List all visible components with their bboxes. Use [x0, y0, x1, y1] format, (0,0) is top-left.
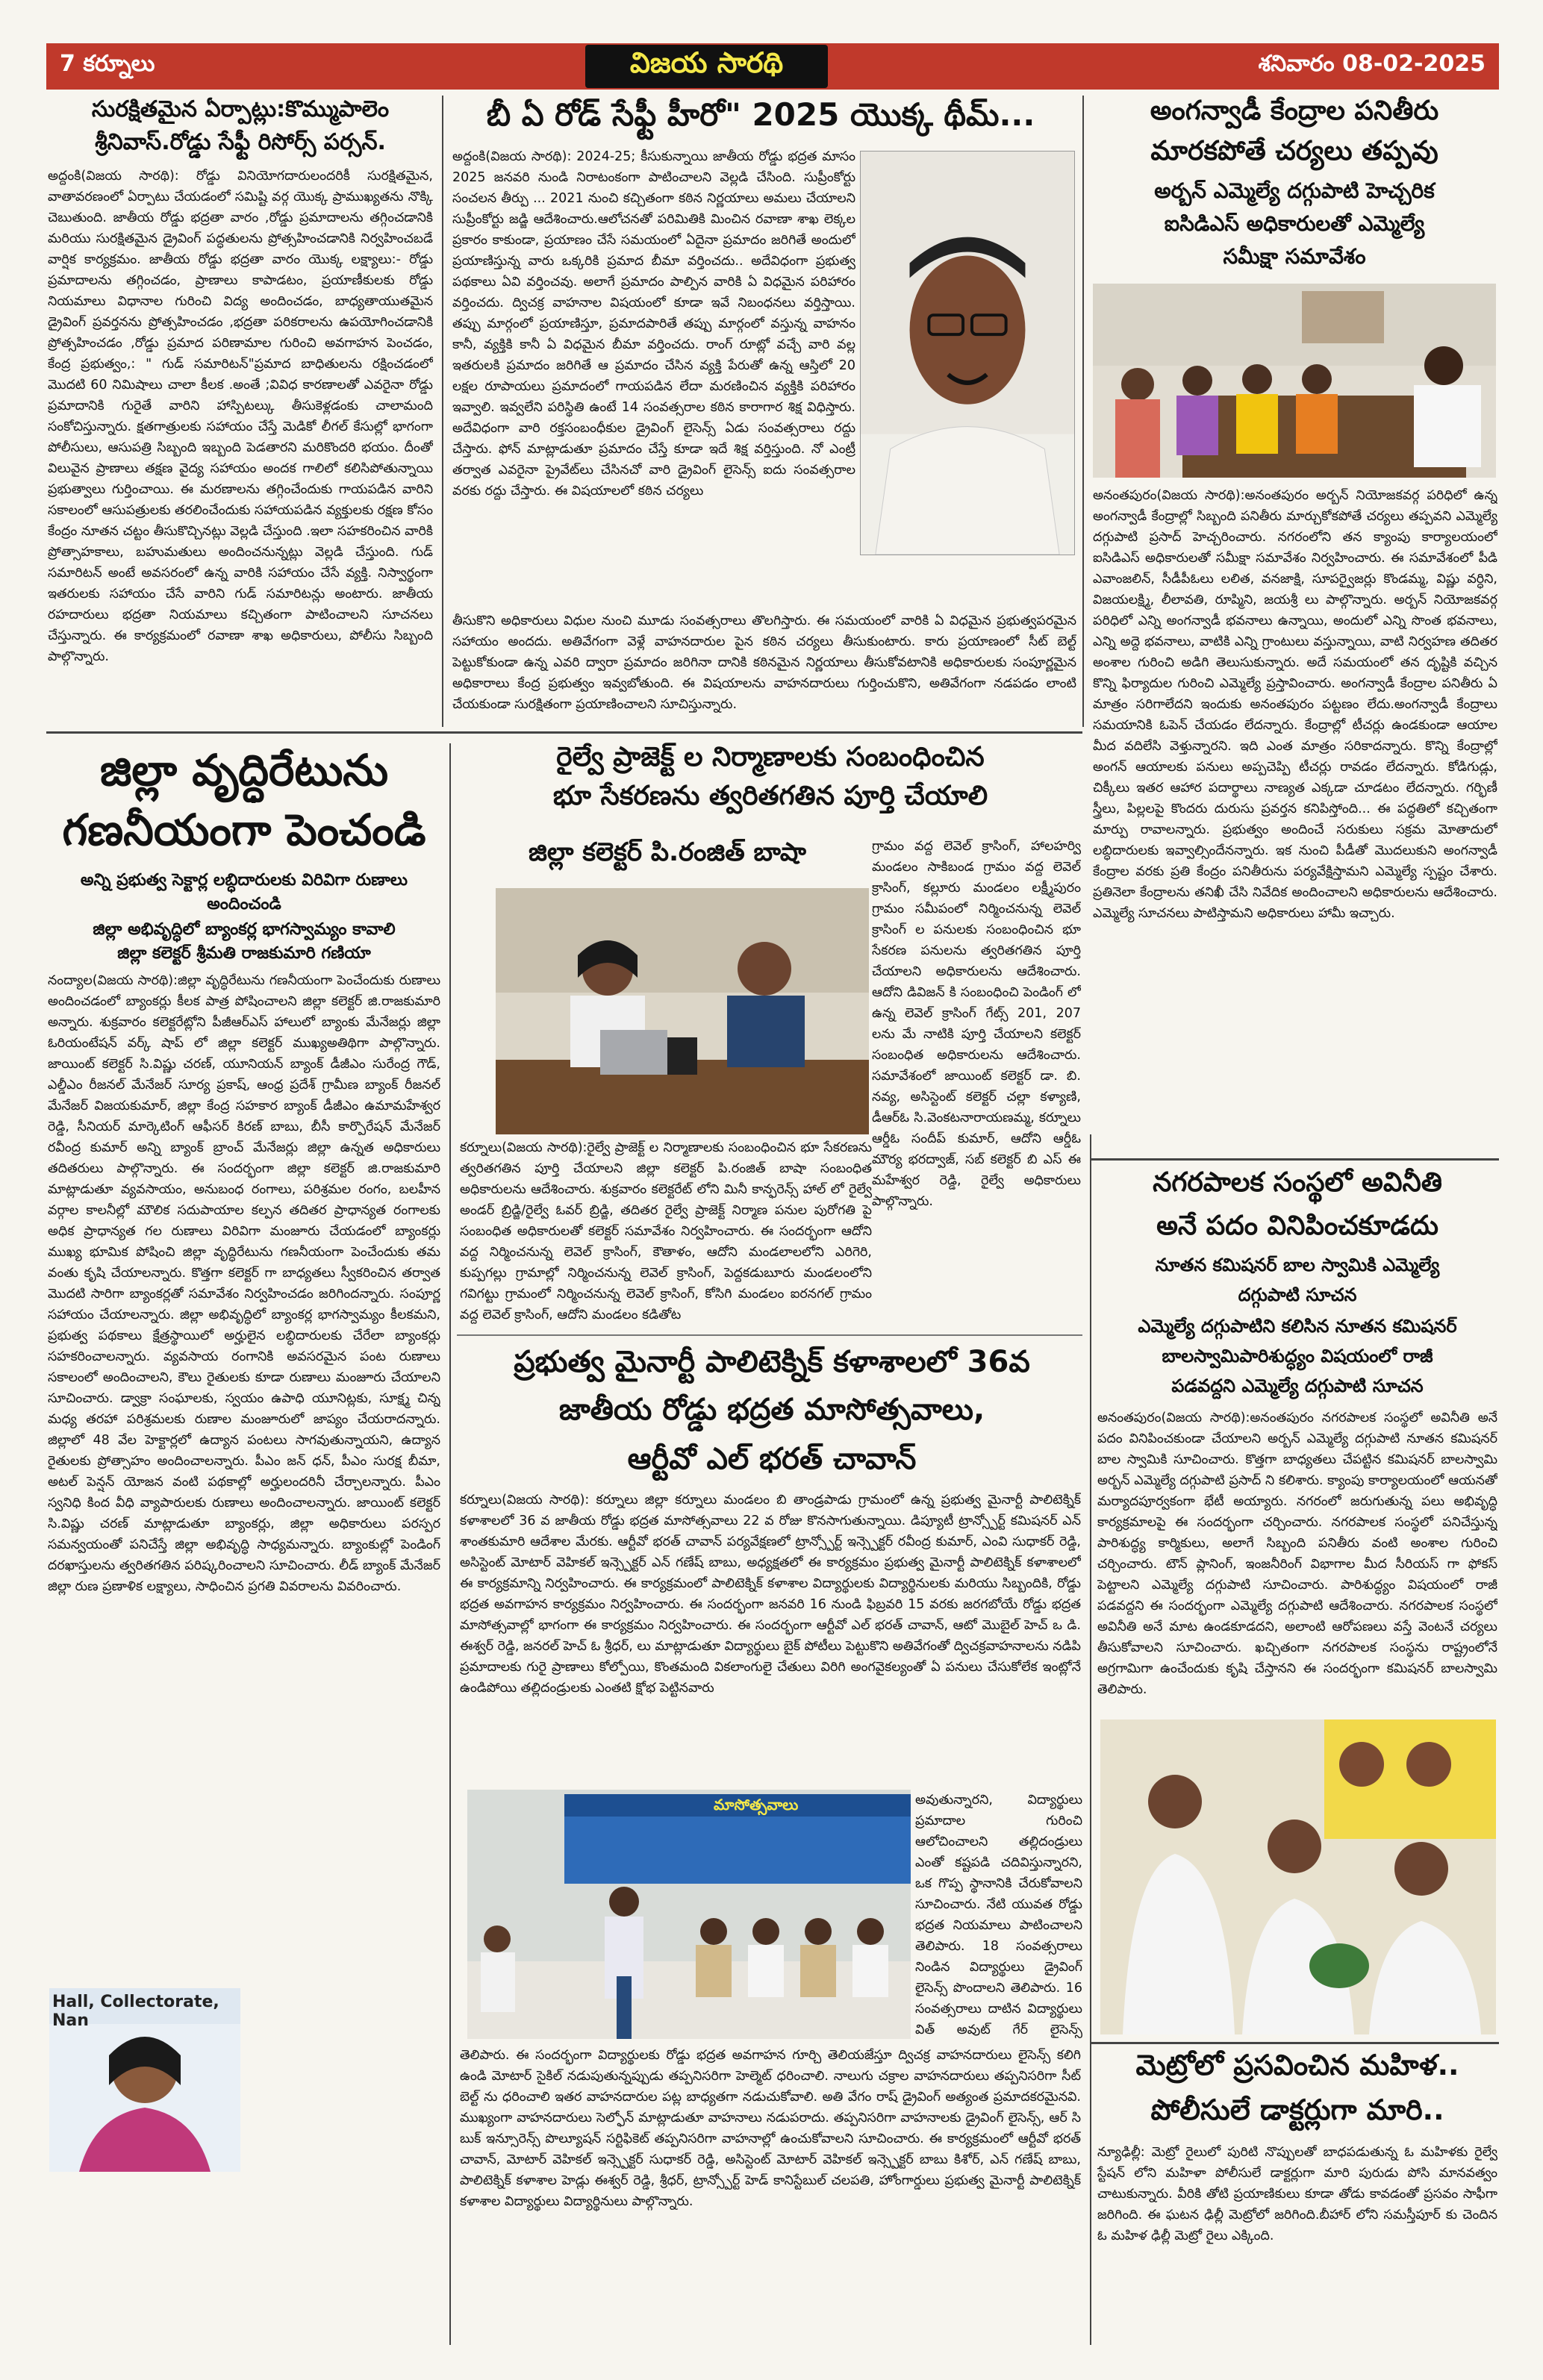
a4-subhead-2: అందించండి [207, 895, 281, 913]
a4-subhead-1: అన్ని ప్రభుత్వ సెక్టార్ల లబ్ధిదారులకు విరివిగా రుణాలు [80, 871, 408, 890]
a6-headline-3: ఆర్టీవో ఎల్ భరత్ చావాన్ [627, 1442, 917, 1476]
a3-headline-1: అంగన్వాడీ కేంద్రాల పనితీరు [1150, 96, 1439, 126]
section-divider [1091, 1158, 1499, 1161]
a2-body-2: తీసుకొని అధికారులు విధుల నుంచి మూడు సంవత్సరాలు తొలగిస్తారు. ఈ సమయంలో వారికి ఏ విధమైన ప్రభుత్వపరమైన సహాయం అందదు. అతివేగంగా వెళ్లే వాహనదారుల పైన కఠిన చర్యలు తీసుకుంటారు. కారు ప్రయాణంలో సీట్ బెల్ట్ పెట్టుకోకుండా ఉన్న ఎవరి ద్వారా ప్రమాదం జరిగినా దానికి కఠినమైన నిర్ణయాలు తీసుకోవటానికి అధికారులకు సంపూర్ణమైన అధికారాలు కేంద్ర ప్రభుత్వం ఇవ్వబోతుంది. ఈ విషయాలను వాహనదారులు గుర్తించుకొని, అతివేగంగా నడపడం లాంటి చేయకుండా సురక్షితంగా ప్రయాణించాలని సూచిస్తున్నారు. [452, 613, 1076, 712]
collector-meeting-photo [496, 888, 869, 1134]
a2-headline: బీ ఏ రోడ్ సేఫ్టీ హీరో" 2025 యొక్క థీమ్... [486, 96, 1035, 133]
section-divider [46, 731, 1082, 734]
commissioner-meeting-photo [1100, 1720, 1496, 2034]
a1-body: అద్దంకి(విజయ సారథి): రోడ్డు వినియోగదారులందరికీ సురక్షితమైన, వాతావరణంలో ఏర్పాటు చేయడంలో సమిష్టి వర్గ యొక్క ప్రాముఖ్యతను నొక్కి చెబుతుంది. జాతీయ రోడ్డు భద్రతా వారం ,రోడ్డు ప్రమాదాలను తగ్గించడానికి మరియు సురక్షితమైన డ్రైవింగ్ పద్ధతులను ప్రోత్సహించడానికి నిర్వహించబడే వార్షిక కార్యక్రమం. జాతీయ రోడ్డు భద్రతా వారం యొక్క లక్ష్యాలు:- రోడ్డు ప్రమాదాలను తగ్గించడం, ప్రాణాలు కాపాడటం, ప్రయాణీకులకు రోడ్డు నియమాలు విధానాల గురించి విద్య అందించడం, బాధ్యతాయుతమైన డ్రైవింగ్ ప్రవర్తనను ప్రోత్సహించడం ,భద్రతా పరికరాలను ఉపయోగించడానికి ప్రోత్సహించడం ,రోడ్డు ప్రమాద పరిణామాల గురించి అవగాహన పెంచడం, కేంద్ర ప్రభుత్వం,: " గుడ్ సమారిటన్"ప్రమాద బాధితులను రక్షించడంలో మొదటి 60 నిమిషాలు చాలా కీలక .అంతే ;వివిధ కారణాలతో ఎవరైనా రోడ్డు ప్రమాదానికి గురైతే వారిని హాస్పిటల్కు తీసుకెళ్లడంకు చాలామంది సంకోచిస్తున్నారు. క్షతగాత్రులకు సహాయం చేస్తే మెడికో లీగల్ కేసుల్లో భాగంగా పోలీసులు, ఆసుపత్రి సిబ్బంది ఇబ్బంది పెడతారని మరికొందరి భయం. దీంతో విలువైన ప్రాణాలు తక్షణ వైద్య సహాయం అందక గాలిలో కలిసిపోతున్నాయి ప్రభుత్వాలు గుర్తించాయి. ఈ మరణాలను తగ్గించేందుకు గాయపడిన వారిని సకాలంలో ఆసుపత్రులకు తరలించేందుకు సహాయపడిన వ్యక్తులకు రక్షణ కోసం కేంద్రం నూతన చట్టం తీసుకొచ్చినట్లు వెల్లడి చేస్తుంది .ఇలా సహకరించిన వారికి ప్రోత్సాహకాలు, బహుమతులు అందించనున్నట్లు వెల్లడి చేస్తుంది. గుడ్ సమారిటన్ అంటే అవసరంలో ఉన్న వారికి సహాయం చేసే వ్యక్తి. నిస్వార్థంగా ఇతరులకు సహాయం చేసే వారిని గుడ్ సమారిటన్లు అంటారు. జాతీయ రహదారులు భద్రతా నియమాలు కచ్చితంగా పాటించాలని సూచనలు చేస్తున్నారు. ఈ కార్యక్రమంలో రవాణా శాఖ అధికారులు, పోలీసు సిబ్బంది పాల్గొన్నారు. [48, 169, 433, 664]
photo-banner-text: మాసోత్సవాలు [714, 1796, 799, 1814]
page-section: 7 కర్నూలు [60, 51, 155, 77]
a1-headline-1: సురక్షితమైన ఏర్పాట్లు:కొమ్ముపాలెం [91, 96, 390, 122]
a8-body: న్యూఢిల్లీ: మెట్రో రైలులో పురిటి నొప్పులతో బాధపడుతున్న ఓ మహిళకు రైల్వే స్టేషన్ లోని మహిళా పోలీసులే డాక్టర్లుగా మారి పురుడు పోసి మానవత్వం చాటుకున్నారు. వీరికి తోటి ప్రయాణికులు కూడా తోడు కావడంతో ప్రసవం సాఫీగా జరిగింది. ఈ ఘటన ఢిల్లీ మెట్రోలో జరిగింది.బీహార్ లోని సమస్తీపూర్ కు చెందిన ఓ మహిళ ఢిల్లీ మెట్రో రైలు ఎక్కింది. [1097, 2145, 1497, 2243]
a8-headline-1: మెట్రోలో ప్రసవించిన మహిళ.. [1135, 2049, 1459, 2081]
a4-headline-2: గణనీయంగా పెంచండి [62, 805, 426, 855]
a3-subhead-2: ఐసిడిఎస్ అధికారులతో ఎమ్మెల్యే [1164, 211, 1425, 236]
issue-date: శనివారం 08-02-2025 [1258, 51, 1486, 77]
a7-headline-2: అనే పదం వినిపించకూడదు [1156, 1211, 1438, 1241]
masthead [46, 43, 1499, 90]
a2-body-1: అద్దంకి(విజయ సారథి): 2024-25; కీసుకున్నాయి జాతీయ రోడ్డు భద్రత మాసం 2025 జనవరి నుండి నిరాటంకంగా పాటించాలని వెల్లడి చేసింది. సుప్రీంకోర్టు సంచలన తీర్పు ... 2021 నుంచి కచ్చితంగా కఠిన నిర్ణయాలు అమలు చేయాలని సుప్రీంకోర్టు జడ్జి ఆదేశించారు.ఆలోచనతో పరిమితికి మించిన రవాణా శాఖ లెక్కల ప్రకారం కాకుండా, ప్రయాణం చేసే సమయంలో ఏదైనా ప్రమాదం జరిగితే అందులో ప్రయాణిస్తున్న వారు ఒక్కరికి ప్రమాద బీమా వర్తించదు.. అదేవిధంగా ప్రభుత్వ పథకాలు ఏవి వర్తించవు. అలాగే ప్రమాదం పాల్పిన వారికి ఏ విధమైన పరిహారం వర్తించదు. ద్విచక్ర వాహనాల విషయంలో కూడా ఇవే నిబంధనలు వర్తిస్తాయి. తప్పు మార్గంలో ప్రయాణిస్తూ, ప్రమాదపారితే తప్పు మార్గంలో వస్తున్న వాహనం కానీ, వ్యక్తికి కానీ ఏ విధమైన బీమా వర్తించదు. రాంగ్ రూట్లో వచ్చే వారి వల్ల ఇతరులకి ప్రమాదం జరిగితే ఆ ప్రమాదం చేసిన వ్యక్తి పేరుతో ఉన్న ఆస్తిలో 20 లక్షల రూపాయలు ప్రమాదంలో గాయపడిన లేదా మరణించిన వ్యక్తికి పరిహారం ఇవ్వాలి. ఇవ్వలేని పరిస్థితి ఉంటే 14 సంవత్సరాల కఠిన కారాగార శిక్ష విధిస్తారు. అదేవిధంగా వారి రక్తసంబంధీకుల డ్రైవింగ్ లైసెన్స్ ఏడు సంవత్సరాలు రద్దు చేస్తారు. ఫోన్ మాట్లాడుతూ ప్రమాదం చేస్తే కూడా ఇదే శిక్ష వర్తిస్తుంది. నో ఎంట్రీ తర్వాత ఎవరైనా ప్రైవేట్‌లు చేసినచో వారి డ్రైవింగ్ లైసెన్స్ ఐదు సంవత్సరాల వరకు రద్దు చేస్తారు. ఈ విషయాలలో కఠిన చర్యలు [452, 149, 855, 499]
a7-headline-1: నగరపాలక సంస్థలో అవినీతి [1153, 1167, 1442, 1198]
a3-subhead-1: అర్బన్ ఎమ్మెల్యే దగ్గుపాటి హెచ్చరిక [1154, 178, 1435, 203]
a6-body-top: కర్నూలు(విజయ సారథి): కర్నూలు జిల్లా కర్నూలు మండలం బి తాండ్రపాడు గ్రామంలో ఉన్న ప్రభుత్వ మైనార్టీ పాలిటెక్నిక్ కళాశాలలో 36 వ జాతీయ రోడ్డు భద్రత మాసోత్సవాలు 22 వ రోజు కొనసాగుతున్నాయి. డిప్యూటీ ట్రాన్స్పోర్ట్ కమిషనర్ ఎన్ శాంతకుమారి ఆదేశాల మేరకు. ఆర్టీవో భరత్ చావాన్ పర్యవేక్షణలో ట్రాన్స్పోర్ట్ ఇన్స్పెక్టర్ రవీంద్ర కుమార్, ఎంవి సుధాకర్ రెడ్డి, అసిస్టెంట్ మోటార్ వెహికల్ ఇన్స్పెక్టర్ ఎన్ గణేష్ బాబు, అధ్యక్షతలో ఈ కార్యక్రమం ప్రభుత్వ మైనార్టీ పాలిటెక్నిక్ కళాశాలలో ఈ కార్యక్రమాన్ని నిర్వహించారు. ఈ కార్యక్రమంలో పాలిటెక్నిక్ కళాశాల విద్యార్థులకు విద్యార్థినులకు మరియు సిబ్బందికి, రోడ్డు భద్రత అవగాహన కార్యక్రమం నిర్వహించారు. ఈ సందర్భంగా జనవరి 16 నుండి ఫిబ్రవరి 15 వరకు జరగబోయే రోడ్డు భద్రత మాసోత్సవాల్లో భాగంగా ఈ కార్యక్రమం నిర్వహించారు. ఈ సందర్భంగా ఆర్టీవో ఎల్ భరత్ చావాన్, ఆటో మొబైల్ హెచ్ ఒ డి. ఈశ్వర్ రెడ్డి, జనరల్ హెచ్ ఓ శ్రీధర్, లు మాట్లాడుతూ విద్యార్థులు బైక్ పోటీలు పెట్టుకొని అతివేగంతో ద్విచక్రవాహనాలను నడిపి ప్రమాదాలకు గురై ప్రాణాలు కోల్పోయి, కొంతమంది వికలాంగులై చేతులు విరిగి అంగవైకల్యంతో ఏ పనులు చేసుకోలేక ఇంట్లోనే ఉండిపోయి తల్లిదండ్రులకు ఎంతటి క్షోభ పెట్టినవారు [460, 1493, 1081, 1696]
a7-subhead-2: దగ్గుపాటి సూచన [1238, 1284, 1357, 1305]
a5-headline-2: భూ సేకరణను త్వరితగతిన పూర్తి చేయాలి [552, 781, 988, 811]
section-divider [457, 1334, 1082, 1336]
a7-body: అనంతపురం(విజయ సారథి):అనంతపురం నగరపాలక సంస్థలో అవినీతి అనే పదం వినిపించకుండా చేయాలని అర్బన్ ఎమ్మెల్యే దగ్గుపాటి నూతన కమిషనర్ బాల స్వామికి సూచించారు. కొత్తగా బాధ్యతలు చేపట్టిన కమిషనర్ బాలస్వామి అర్బన్ ఎమ్మెల్యే దగ్గుపాటి ప్రసాద్ ని కలిశారు. క్యాంపు కార్యాలయంలో ఆయనతో మర్యాదపూర్వకంగా భేటీ అయ్యారు. నగరంలో జరుగుతున్న పలు అభివృద్ధి కార్యక్రమాలపై ఈ సందర్భంగా చర్చించారు. నగరపాలక సంస్థలో పనిచేస్తున్న పారిశుద్ధ్య కార్మికులు, అలాగే సిబ్బంది పనితీరు వంటి అంశాల గురించి చర్చించారు. టౌన్ ప్లానింగ్, ఇంజనీరింగ్ విభాగాల మీద సీరియస్ గా ఫోకస్ పెట్టాలని ఎమ్మెల్యే దగ్గుపాటి సూచించారు. పారిశుద్ధ్యం విషయంలో రాజీ పడవద్దని ఈ సందర్భంగా ఎమ్మెల్యే దగ్గుపాటి ఆదేశించారు. నగరపాలక సంస్థలో అవినీతి అనే మాట ఉండకూడదని, అలాంటి ఆరోపణలు వస్తే వెంటనే చర్యలు తీసుకోవాలని సూచించారు. ఖచ్చితంగా నగరపాలక సంస్థను రాష్ట్రంలోనే అగ్రగామిగా ఉంచేందుకు కృషి చేస్తానని ఈ సందర్భంగా కమిషనర్ బాలస్వామి తెలిపారు. [1097, 1411, 1497, 1697]
a6-body-right: అవుతున్నారని, విద్యార్థులు ప్రమాదాల గురించి ఆలోచించాలని తల్లిదండ్రులు ఎంతో కష్టపడి చదివిస్తున్నారని, ఒక గొప్ప స్థానానికి చేరుకోవాలని సూచించారు. నేటి యువత రోడ్డు భద్రత నియమాలు పాటించాలని తెలిపారు. 18 సంవత్సరాలు నిండిన విద్యార్థులు డ్రైవింగ్ లైసెన్స్ పొందాలని తెలిపారు. 16 సంవత్సరాలు దాటిన విద్యార్థులు విత్ అవుట్ గేర్ లైసెన్స్ [915, 1793, 1082, 2037]
portrait-photo [860, 151, 1075, 555]
column-divider [449, 743, 451, 2345]
a6-headline-1: ప్రభుత్వ మైనార్టీ పాలిటెక్నిక్ కళాశాలలో 36వ [514, 1345, 1030, 1379]
a7-subhead-1: నూతన కమిషనర్ బాల స్వామికి ఎమ్మెల్యే [1155, 1255, 1440, 1275]
newspaper-title: విజయ సారథి [585, 45, 828, 88]
a5-body-right: గ్రామం వద్ద లెవెల్ క్రాసింగ్, హాలహర్వి మండలం సాకిబండ గ్రామం వద్ద లెవెల్ క్రాసింగ్, కల్లూరు మండలం లక్ష్మీపురం గ్రామం సమీపంలో నిర్మించనున్న లెవెల్ క్రాసింగ్ ల పనులకు సంబంధించిన భూ సేకరణ పనులను త్వరితగతిన పూర్తి చేయాలని అధికారులను ఆదేశించారు. ఆదోని డివిజన్ కి సంబంధించి పెండింగ్ లో ఉన్న లెవెల్ క్రాసింగ్ గేట్స్ 201, 207 లను మే నాటికి పూర్తి చేయాలని కలెక్టర్ సంబంధిత అధికారులను ఆదేశించారు. సమావేశంలో జాయింట్ కలెక్టర్ డా. బి. నవ్య, అసిస్టెంట్ కలెక్టర్ చల్లా కళ్యాణి, డీఆర్ఓ సి.వెంకటనారాయణమ్మ, కర్నూలు ఆర్డీఓ సందీప్ కుమార్, ఆదోని ఆర్డీఓ మౌర్య భరద్వాజ్, సబ్ కలెక్టర్ బి ఎస్ ఈ మహేశ్వర రెడ్డి, రైల్వే అధికారులు పాల్గొన్నారు. [872, 839, 1081, 1209]
a6-headline-2: జాతీయ రోడ్డు భద్రత మాసోత్సవాలు, [558, 1393, 985, 1427]
meeting-photo [1093, 284, 1496, 478]
collector-photo [49, 1988, 240, 2172]
a6-body-bottom: తెలిపారు. ఈ సందర్భంగా విద్యార్థులకు రోడ్డు భద్రత అవగాహన గూర్చి తెలియజేస్తూ ద్విచక్ర వాహనదారులు లైసెన్స్ కలిగి ఉండి మోటార్ సైకిల్ నడుపుతున్నప్పుడు తప్పనిసరిగా హెల్మెట్ ధరించాలి. నాలుగు చక్రాల వాహనదారులు తప్పనిసరిగా సీట్ బెల్ట్ ను ధరించాలి ఇతర వాహనదారుల పట్ల బాధ్యతగా నడుచుకోవాలి. అతి వేగం రాష్ డ్రైవింగ్ అత్యంత ప్రమాదకరమైనవి. ముఖ్యంగా వాహనదారులు సెల్ఫోన్ మాట్లాడుతూ వాహనాలు నడుపరాదు. తప్పనిసరిగా వాహనాలకు డ్రైవింగ్ లైసెన్స్, ఆర్ సి బుక్ ఇన్సూరెన్స్ పొల్యూషన్ సర్టిఫికెట్ తప్పనిసరిగా వాహనాల్లో ఉంచుకోవాలని సూచించారు. ఈ కార్యక్రమంలో ఆర్టీవో భరత్ చావాన్, మోటార్ వెహికల్ ఇన్స్పెక్టర్ సుధాకర్ రెడ్డి, అసిస్టెంట్ మోటార్ వెహికల్ ఇన్స్పెక్టర్ బాబు కిశోర్, ఎన్ గణేష్ బాబు, పాలిటెక్నిక్ కళాశాల హెడ్లు ఈశ్వర్ రెడ్డి, శ్రీధర్, ట్రాన్స్పోర్ట్ హెడ్ కానిస్టేబుల్ చలపతి, హోంగార్డులు ప్రభుత్వ మైనార్టీ పాలిటెక్నిక్ కళాశాల విద్యార్థులు విద్యార్థినులు పాల్గొన్నారు. [460, 2048, 1081, 2209]
photo-banner-text: Hall, Collectorate, Nan [52, 1993, 219, 2030]
a4-headline-1: జిల్లా వృద్ధిరేటును [99, 745, 389, 796]
a4-subhead-3: జిల్లా అభివృద్ధిలో బ్యాంకర్ల భాగస్వామ్యం కావాలి [93, 920, 396, 939]
a5-subhead: జిల్లా కలెక్టర్ పి.రంజిత్ బాషా [529, 837, 806, 867]
a4-body: నంద్యాల(విజయ సారథి):జిల్లా వృద్ధిరేటును గణనీయంగా పెంచేందుకు రుణాలు అందించడంలో బ్యాంకర్లు కీలక పాత్ర పోషించాలని జిల్లా కలెక్టర్ జి.రాజకుమారి అన్నారు. శుక్రవారం కలెక్టరేట్లోని పీజీఆర్ఎస్ హాలులో బ్యాంకు మేనేజర్లు జిల్లా ఓరియంటేషన్ వర్క్ షాప్ లో జిల్లా కలెక్టర్ ముఖ్యఅతిథిగా పాల్గొన్నారు. జాయింట్ కలెక్టర్ సి.విష్ణు చరణ్, యూనియన్ బ్యాంక్ డీజీఎం సురేంద్ర గౌడ్, ఎల్డీఎం రీజనల్ మేనేజర్ సూర్య ప్రకాష్, ఆంధ్ర ప్రదేశ్ గ్రామీణ బ్యాంక్ రీజనల్ మేనేజర్ విజయకుమార్, జిల్లా కేంద్ర సహకార బ్యాంక్ డీజీఎం ఉమామహేశ్వర రెడ్డి, సీనియర్ మార్కెటింగ్ ఆఫీసర్ కిరణ్ బాబు, బీసీ కార్పొరేషన్ మేనేజర్ రవీంద్ర కుమార్ అన్ని బ్యాంక్ బ్రాంచ్ మేనేజర్లు జిల్లా ఉన్నత అధికారులు తదితరులు పాల్గొన్నారు. ఈ సందర్భంగా జిల్లా కలెక్టర్ జి.రాజకుమారి మాట్లాడుతూ వ్యవసాయం, అనుబంధ రంగాలు, పరిశ్రమల రంగం, బలహీన వర్గాల కాలనీల్లో మౌలిక సదుపాయాల కల్పన తదితర ప్రాధాన్యత రంగాలకు అధిక ప్రాధాన్యత గల రుణాలు విరివిగా మంజూరు చేయడంలో బ్యాంకర్లు ముఖ్య భూమిక పోషించి జిల్లా వృద్ధిరేటును గణనీయంగా పెంచేందుకు తమ వంతు కృషి చేయాలన్నారు. కొత్తగా కలెక్టర్ గా బాధ్యతలు స్వీకరించిన తర్వాత మొదటి సారిగా బ్యాంకర్లతో సమావేశం నిర్వహించడం జరిగిందన్నారు. సంపూర్ణ సహాయం చేయాలన్నారు. జిల్లా అభివృద్ధిలో బ్యాంకర్ల భాగస్వామ్యం కీలకమని, ప్రభుత్వ పథకాలు క్షేత్రస్థాయిలో అర్హులైన లబ్ధిదారులకు చేరేలా బ్యాంకర్లు సహకరించాలన్నారు. వ్యవసాయ రంగానికి అవసరమైన పంట రుణాలు సకాలంలో అందించాలని, కౌలు రైతులకు కూడా రుణాలు మంజూరు చేయాలని సూచించారు. డ్వాక్రా సంఘాలకు, స్వయం ఉపాధి యూనిట్లకు, సూక్ష్మ చిన్న మధ్య తరహా పరిశ్రమలకు రుణాల మంజూరులో జాప్యం చేయరాదన్నారు. జిల్లాలో 48 వేల హెక్టార్లలో ఉద్యాన పంటలు సాగవుతున్నాయని, ఉద్యాన రైతులకు ప్రోత్సాహం అందించాలన్నారు. పీఎం జన్ ధన్, పీఎం సురక్ష బీమా, అటల్ పెన్షన్ యోజన వంటి పథకాల్లో అర్హులందరినీ చేర్చాలన్నారు. పీఎం స్వనిధి కింద వీధి వ్యాపారులకు రుణాలు అందించాలన్నారు. జాయింట్ కలెక్టర్ సి.విష్ణు చరణ్ మాట్లాడుతూ బ్యాంకర్లు, జిల్లా అధికారులు పరస్పర సమన్వయంతో పనిచేస్తే జిల్లా అభివృద్ధి సాధ్యమన్నారు. బ్యాంకుల్లో పెండింగ్ దరఖాస్తులను త్వరితగతిన పరిష్కరించాలని సూచించారు. లీడ్ బ్యాంక్ మేనేజర్ జిల్లా రుణ ప్రణాళిక లక్ష్యాలు, సాధించిన ప్రగతి వివరాలను వివరించారు. [48, 973, 440, 1594]
a3-subhead-3: సమీక్షా సమావేశం [1223, 244, 1366, 269]
a7-subhead-5: పడవద్దని ఎమ్మెల్యే దగ్గుపాటి సూచన [1171, 1375, 1424, 1396]
column-divider [1082, 96, 1084, 727]
a7-subhead-4: బాలస్వామిపారిశుద్ధ్యం విషయంలో రాజీ [1162, 1346, 1433, 1367]
a5-body-bottom: కర్నూలు(విజయ సారథి):రైల్వే ప్రాజెక్ట్ ల నిర్మాణాలకు సంబంధించిన భూ సేకరణను త్వరితగతిన పూర్తి చేయాలని జిల్లా కలెక్టర్ పి.రంజిత్ బాషా సంబంధిత అధికారులను ఆదేశించారు. శుక్రవారం కలెక్టరేట్ లోని మినీ కాన్ఫరెన్స్ హాల్ లో రైల్వే అండర్ బ్రిడ్జి/రైల్వే ఓవర్ బ్రిడ్జి, తదితర రైల్వే ప్రాజెక్ట్ నిర్మాణ పనుల పురోగతి పై సంబంధిత అధికారులతో కలెక్టర్ సమావేశం నిర్వహించారు. ఈ సందర్భంగా ఆదోని వద్ద నిర్మించనున్న లెవెల్ క్రాసింగ్, కౌతాళం, ఆదోని మండలాలలోని ఎరిగెరి, కుప్పగల్లు గ్రామాల్లో నిర్మించనున్న లెవెల్ క్రాసింగ్, పెద్దకడుబూరు మండలంలోని గవిగట్టు గ్రామంలో నిర్మించనున్న లెవెల్ క్రాసింగ్, కోసిగి మండలం ఐరనగల్ గ్రామం వద్ద లెవెల్ క్రాసింగ్, ఆదోని మండలం కడితోట [460, 1140, 872, 1322]
a3-headline-2: మారకపోతే చర్యలు తప్పవు [1150, 136, 1438, 166]
column-divider [1090, 1134, 1091, 2345]
a8-headline-2: పోలీసులే డాక్టర్లుగా మారి.. [1150, 2093, 1444, 2126]
section-divider [1091, 2042, 1499, 2044]
a3-body: అనంతపురం(విజయ సారథి):అనంతపురం అర్బన్ నియోజకవర్గ పరిధిలో ఉన్న అంగన్వాడీ కేంద్రాల్లో సిబ్బంది పనితీరు మార్చుకోకపోతే చర్యలు తప్పవని ఎమ్మెల్యే దగ్గుపాటి ప్రసాద్ హెచ్చరించారు. నగరంలోని తన క్యాంపు కార్యాలయంలో ఐసిడిఎస్ అధికారులతో సమీక్షా సమావేశం నిర్వహించారు. ఈ సమావేశంలో పీడి ఎవాంజలిన్, సీడీపీఓలు లలిత, వనజాక్షి, సూపర్వైజర్లు కొండమ్మ, విష్ణు వర్ధిని, విజయలక్ష్మి, లీలావతి, రూప్మిని, జయశ్రీ లు పాల్గొన్నారు. అర్బన్ నియోజకవర్గ పరిధిలో ఎన్ని అంగన్వాడీ భవనాలు ఉన్నాయి, అందులో ఎన్ని సొంత భవనాలు, ఎన్ని అద్దె భవనాలు, వాటికి ఎన్ని గ్రాంటులు వస్తున్నాయి, వాటి నిర్వహణ తదితర అంశాల గురించి అడిగి తెలుసుకున్నారు. అదే సమయంలో తన దృష్టికి వచ్చిన కొన్ని ఫిర్యాదుల గురించి ఎమ్మెల్యే ప్రస్తావించారు. అంగన్వాడీ కేంద్రాల పనితీరు ఏ మాత్రం సరిగాలేదని ఇందుకు అనంతపురం పట్టణం లేదు.అంగన్వాడీ కేంద్రాలు సమయానికి ఓపెన్ చేయడం లేదన్నారు. కేంద్రాల్లో టీచర్లు ఉండకుండా ఆయాల మీద వదిలేసి వెళ్తున్నారని. ఇది ఎంత మాత్రం సరికాదన్నారు. కొన్ని కేంద్రాల్లో అంగన్ ఆయాలకు పనులు అప్పచెప్పి టీచర్లు రావడం లేదన్నారు. కోడిగుడ్లు, చిక్కీలు ఇతర ఆహార పదార్థాలు నాణ్యత ఎక్కడా చూడటం లేదన్నారు. గర్భిణీ స్త్రీలు, పిల్లలపై కొందరు దురుసు ప్రవర్తన కనిపిస్తోంది... ఈ పద్ధతిలో కచ్చితంగా మార్పు రావాలన్నారు. ప్రభుత్వం అందించే సరుకులు సక్రమ మోతాదులో లబ్ధిదారులకు ఇవ్వాల్సిందేనన్నారు. ఇక నుంచి పీడీతో మొదలుకుని అంగన్వాడీ కేంద్రాల వరకు ప్రతి కేంద్రం పనితీరును పర్యవేక్షిస్తామని ఎమ్మెల్యే స్పష్టం చేశారు. ప్రతినెలా కేంద్రాలను తనిఖీ చేసి నివేదిక అందించాలని అధికారులను ఆదేశించారు. ఎమ్మెల్యే సూచనలు పాటిస్తామని అధికారులు హామీ ఇచ్చారు. [1093, 488, 1497, 921]
column-divider [442, 96, 443, 727]
a4-subhead-4: జిల్లా కలెక్టర్ శ్రీమతి రాజకుమారి గణియా [117, 944, 371, 963]
road-safety-event-photo [467, 1790, 911, 2039]
a7-subhead-3: ఎమ్మెల్యే దగ్గుపాటిని కలిసిన నూతన కమిషనర్ [1138, 1316, 1457, 1337]
a1-headline-2: శ్రీనివాస్.రోడ్డు సేఫ్టీ రిసోర్స్ పర్సన్. [95, 129, 386, 155]
a5-headline-1: రైల్వే ప్రాజెక్ట్ ల నిర్మాణాలకు సంబంధించిన [556, 742, 985, 772]
